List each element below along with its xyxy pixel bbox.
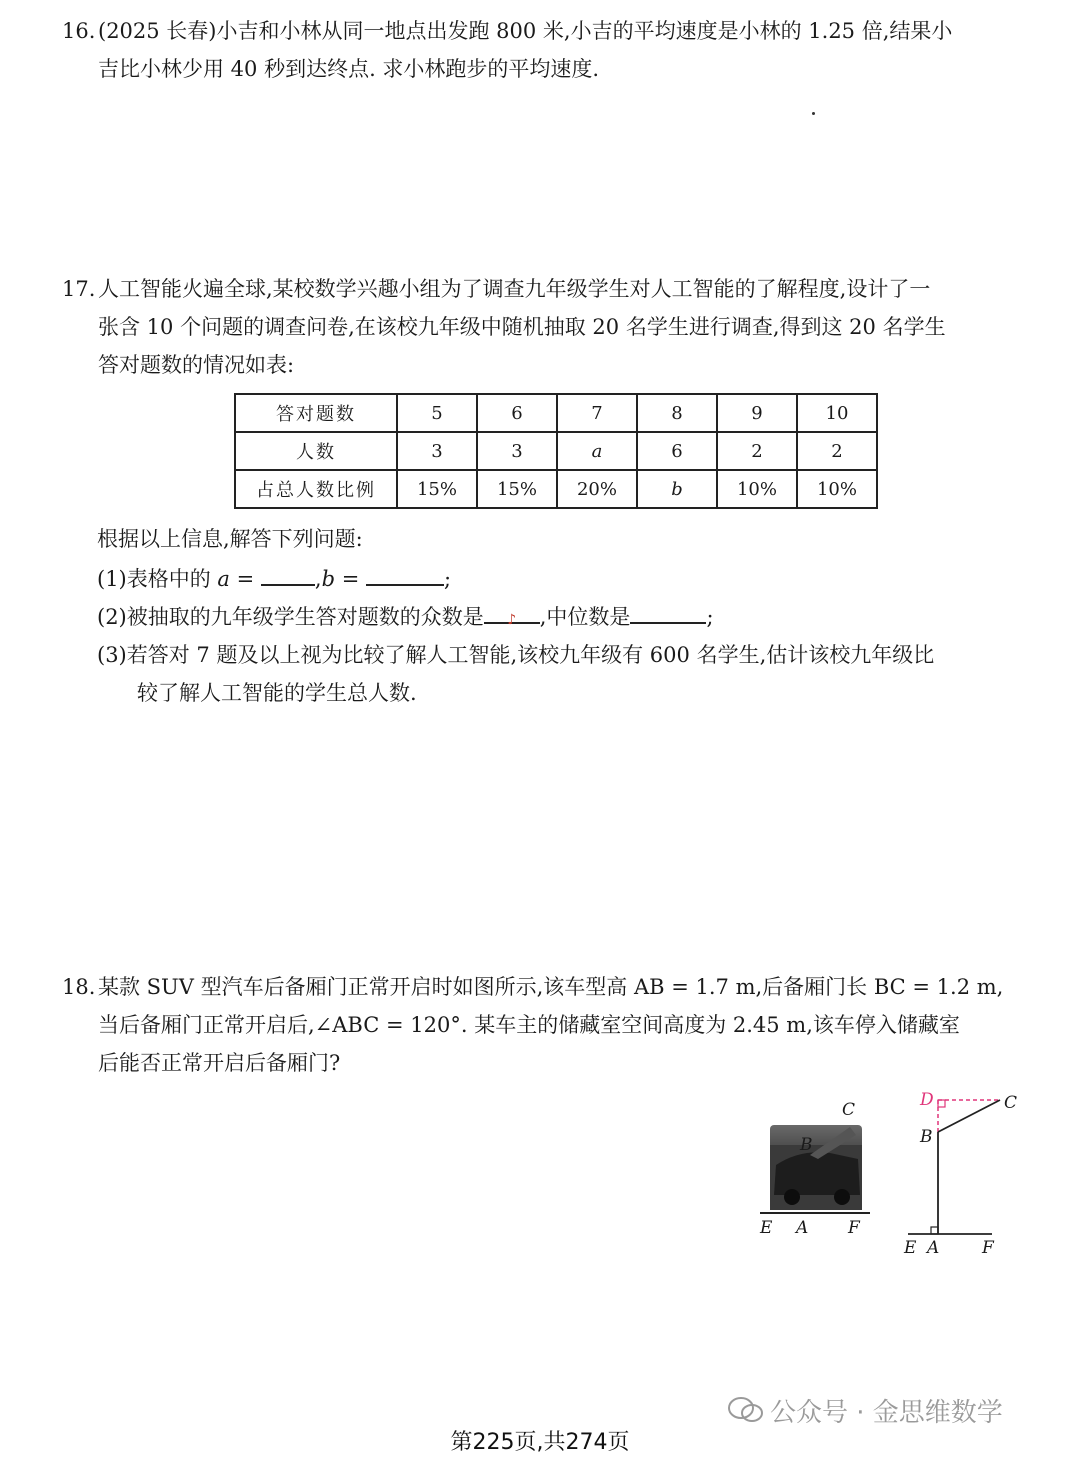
table-cell: 6	[637, 432, 717, 470]
var-b: b	[321, 567, 336, 591]
question-18	[62, 968, 1022, 1082]
table-cell: 20%	[557, 470, 637, 508]
table-row	[235, 470, 877, 508]
table-cell: 10%	[717, 470, 797, 508]
survey-table	[234, 393, 878, 509]
sub-question-1	[97, 560, 1027, 598]
sub-question-text: (3)若答对 7 题及以上视为比较了解人工智能,该校九年级有 600 名学生,估计该校九年级比	[97, 643, 935, 667]
question-number: 17.	[62, 277, 96, 301]
table-cell: 2	[717, 432, 797, 470]
table-row	[235, 394, 877, 432]
table-cell: a	[557, 432, 637, 470]
label-b: B	[800, 1135, 813, 1155]
question-text-line: 张含 10 个问题的调查问卷,在该校九年级中随机抽取 20 名学生进行调查,得到这 20 名学生	[98, 315, 946, 339]
sub-question-intro: 根据以上信息,解答下列问题:	[97, 527, 363, 551]
sub-question-text: 较了解人工智能的学生总人数.	[137, 681, 417, 705]
row-header: 答对题数	[235, 394, 397, 432]
var-a: a	[217, 567, 230, 591]
table-cell: 10%	[797, 470, 877, 508]
label-d: D	[920, 1090, 934, 1110]
question-text-line: 当后备厢门正常开启后,∠ABC = 120°. 某车主的储藏室空间高度为 2.45 m,该车停入储藏室	[98, 1013, 960, 1037]
table-cell: b	[637, 470, 717, 508]
row-header: 占总人数比例	[235, 470, 397, 508]
suv-silhouette	[770, 1125, 862, 1210]
question-text-line: 人工智能火遍全球,某校数学兴趣小组为了调查九年级学生对人工智能的了解程度,设计了一	[98, 277, 931, 301]
equals-sign: =	[335, 567, 366, 591]
label-f: F	[848, 1218, 860, 1238]
question-text-line: 吉比小林少用 40 秒到达终点. 求小林跑步的平均速度.	[98, 57, 600, 81]
label-b: B	[920, 1127, 933, 1147]
separator: ,	[314, 567, 322, 591]
question-text-line: (2025 长春)小吉和小林从同一地点出发跑 800 米,小吉的平均速度是小林的 1.25 倍,结果小	[98, 19, 953, 43]
equals-sign: =	[229, 567, 261, 591]
sub-question-text: ,中位数是	[539, 605, 631, 629]
answer-blank-mode[interactable]	[484, 598, 540, 628]
suv-photo	[770, 1125, 862, 1210]
question-text-line: 答对题数的情况如表:	[98, 353, 295, 377]
table-cell: 15%	[477, 470, 557, 508]
label-a: A	[796, 1218, 809, 1238]
table-cell: 9	[717, 394, 797, 432]
table-cell: 7	[557, 394, 637, 432]
semicolon: ;	[444, 567, 452, 591]
right-angle-a	[931, 1227, 938, 1234]
sub-question-text: (2)被抽取的九年级学生答对题数的众数是	[97, 605, 484, 629]
table-cell: 8	[637, 394, 717, 432]
answer-blank-b[interactable]	[366, 560, 444, 586]
label-c: C	[1004, 1093, 1018, 1113]
table-cell: 6	[477, 394, 557, 432]
question-text-line: 某款 SUV 型汽车后备厢门正常开启时如图所示,该车型高 AB = 1.7 m,后备厢门长 BC = 1.2 m,	[98, 975, 1004, 999]
semicolon: ;	[706, 605, 714, 629]
label-a: A	[927, 1238, 940, 1258]
answer-blank-median[interactable]	[630, 598, 706, 624]
question-number: 16.	[62, 19, 96, 43]
table-cell: 5	[397, 394, 477, 432]
row-header: 人数	[235, 432, 397, 470]
sub-question-2	[97, 598, 1027, 636]
sub-question-text: (1)表格中的	[97, 567, 218, 591]
label-f: F	[982, 1238, 994, 1258]
table-row	[235, 432, 877, 470]
pen-mark: ♪	[507, 612, 517, 628]
question-text-line: 后能否正常开启后备厢门?	[98, 1051, 341, 1075]
sub-question-3	[97, 636, 1027, 712]
stray-dot	[812, 112, 815, 115]
question-number: 18.	[62, 975, 96, 999]
table-cell: 15%	[397, 470, 477, 508]
ground-line	[760, 1212, 870, 1214]
question-16	[62, 12, 1022, 88]
page-footer: 第225页,共274页	[450, 1430, 630, 1455]
table-cell: 3	[397, 432, 477, 470]
question-17	[62, 270, 1022, 384]
segment-bc	[938, 1100, 1000, 1132]
table-cell: 3	[477, 432, 557, 470]
table-cell: 10	[797, 394, 877, 432]
label-e: E	[904, 1238, 917, 1258]
answer-blank-a[interactable]	[261, 560, 315, 586]
watermark-text: 公众号 · 金思维数学	[770, 1398, 1003, 1428]
table-cell: 2	[797, 432, 877, 470]
wechat-icon	[728, 1396, 764, 1424]
right-angle-d	[938, 1100, 945, 1107]
label-e: E	[760, 1218, 773, 1238]
label-c: C	[842, 1100, 856, 1120]
